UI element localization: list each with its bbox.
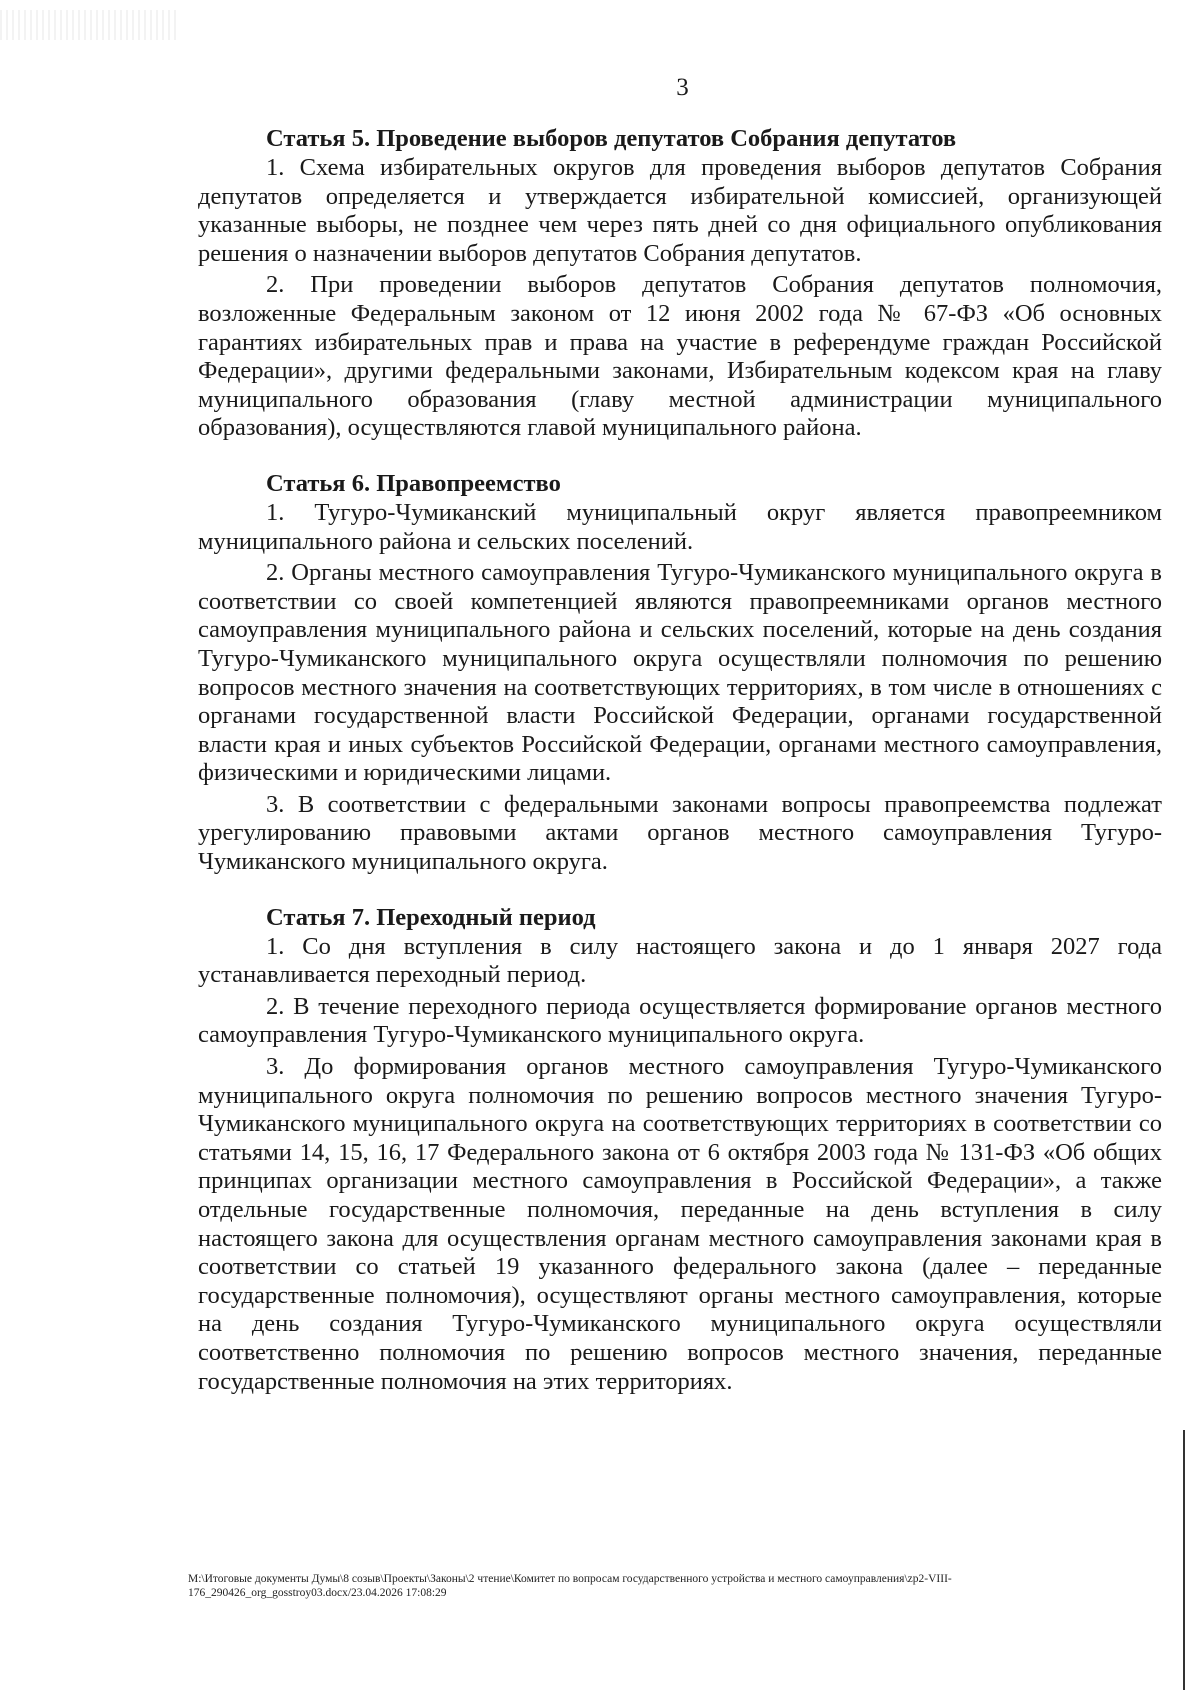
paragraph: 2. Органы местного самоуправления Тугуро-Чумиканского муниципального округа в соответствии со своей компетенцией являются правопреемниками органов местного самоуправления муниципального района и сельских поселений, которые на день создания Тугуро-Чумиканского муниципального округа осуществляли полномочия по решению вопросов местного значения на соответствующих территориях, в том числе в отношениях с органами государственной власти Российской Федерации, органами государственной власти края и иных субъектов Российской Федерации, органами местного самоуправления, физическими и юридическими лицами. xyxy=(198,559,1162,787)
article-7 xyxy=(198,903,1162,1397)
paragraph: 3. До формирования органов местного самоуправления Тугуро-Чумиканского муниципального округа полномочия по решению вопросов местного значения Тугуро-Чумиканского муниципального округа на соответствующих территориях в соответствии со статьями 14, 15, 16, 17 Федерального закона от 6 октября 2003 года № 131-ФЗ «Об общих принципах организации местного самоуправления в Российской Федерации», а также отдельные государственные полномочия, переданные на день вступления в силу настоящего закона для осуществления органам местного самоуправления законами края в соответствии со статьей 19 указанного федерального закона (далее – переданные государственные полномочия), осуществляют органы местного самоуправления, которые на день создания Тугуро-Чумиканского муниципального округа осуществляли соответственно полномочия по решению вопросов местного значения, переданные государственные полномочия на этих территориях. xyxy=(198,1053,1162,1395)
document-body xyxy=(198,124,1162,1422)
document-footer-path: M:\Итоговые документы Думы\8 созыв\Проекты\Законы\2 чтение\Комитет по вопросам государственного устройства и местного самоуправления\zp2-VIII-176_290426_org_gosstroy03.docx/23.04.2026 17:08:29 xyxy=(188,1573,952,1599)
paragraph: 1. Тугуро-Чумиканский муниципальный округ является правопреемником муниципального района и сельских поселений. xyxy=(198,498,1162,555)
paragraph: 2. При проведении выборов депутатов Собрания депутатов полномочия, возложенные Федеральным законом от 12 июня 2002 года № 67-ФЗ «Об основных гарантиях избирательных прав и права на участие в референдуме граждан Российской Федерации», другими федеральными законами, Избирательным кодексом края на главу муниципального образования (главу местной администрации муниципального образования), осуществляются главой муниципального района. xyxy=(198,271,1162,442)
paragraph: 1. Со дня вступления в силу настоящего закона и до 1 января 2027 года устанавливается переходный период. xyxy=(198,932,1162,989)
scan-edge-line xyxy=(1183,1430,1185,1690)
article-5 xyxy=(198,124,1162,443)
article-heading: Статья 6. Правопреемство xyxy=(266,469,561,497)
paragraph: 3. В соответствии с федеральными законами вопросы правопреемства подлежат урегулированию правовыми актами органов местного самоуправления Тугуро-Чумиканского муниципального округа. xyxy=(198,790,1162,876)
scan-artifact xyxy=(0,10,180,40)
paragraph: 2. В течение переходного периода осуществляется формирование органов местного самоуправления Тугуро-Чумиканского муниципального округа. xyxy=(198,992,1162,1049)
article-heading: Статья 5. Проведение выборов депутатов Собрания депутатов xyxy=(266,125,957,152)
article-heading: Статья 7. Переходный период xyxy=(266,903,596,931)
page-number: 3 xyxy=(676,74,689,101)
article-6 xyxy=(198,469,1162,877)
paragraph: 1. Схема избирательных округов для проведения выборов депутатов Собрания депутатов определяется и утверждается избирательной комиссией, организующей указанные выборы, не позднее чем через пять дней со дня официального опубликования решения о назначении выборов депутатов Собрания депутатов. xyxy=(198,154,1162,267)
